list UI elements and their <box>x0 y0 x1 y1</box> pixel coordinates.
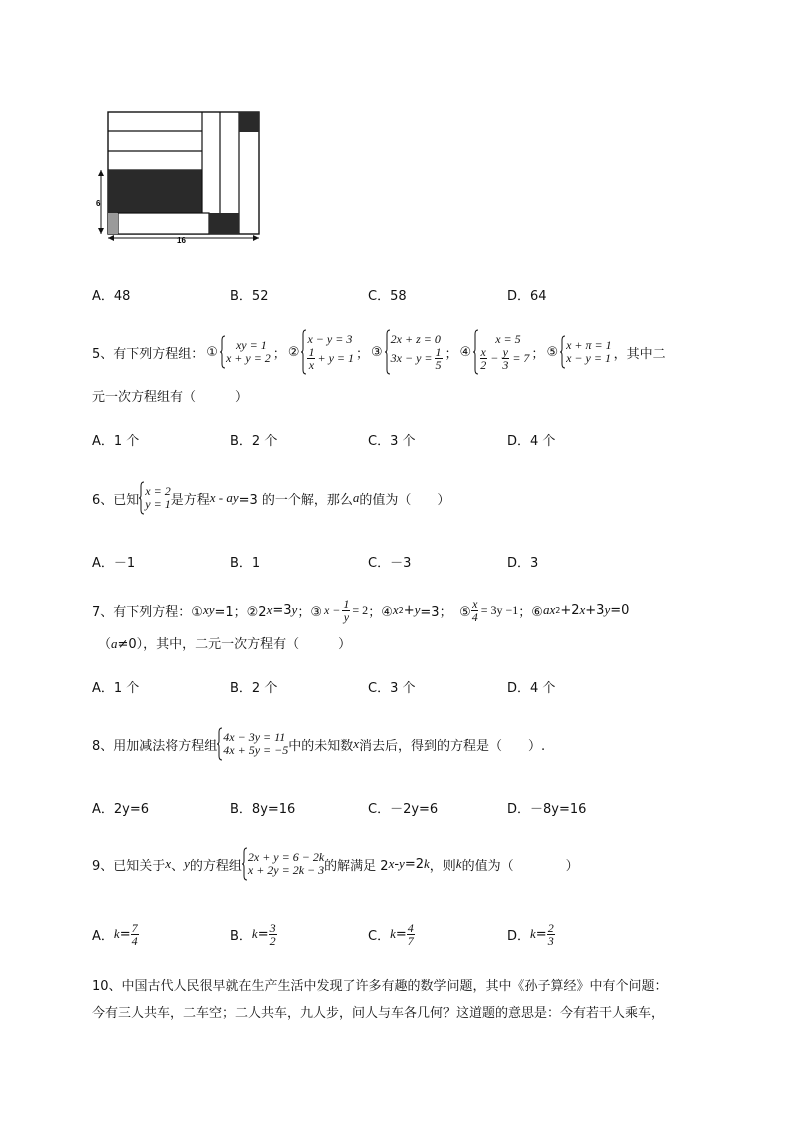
q8-eq1: 4x − 3y = 11 <box>223 729 286 744</box>
q6-prefix: 6、已知 <box>92 492 140 508</box>
q9c-k: k <box>390 926 396 941</box>
q7-e2-rest: ；③ <box>297 604 322 620</box>
q9c-eq: = <box>395 926 407 942</box>
q8-tail: 消去后，得到的方程是（ ）. <box>359 738 546 754</box>
q5-s4-fraction-1 <box>479 346 487 371</box>
q6-mid: 是方程 <box>170 492 210 508</box>
q7-e4-tail: =3； ⑤ <box>420 604 471 620</box>
q7-e4: x <box>392 602 399 617</box>
q5-s2-eq2-rest: + y = 1 <box>317 351 354 365</box>
q9a-eq: = <box>119 926 131 942</box>
q9c-num: 4 <box>407 920 414 935</box>
q5-system-1 <box>220 335 271 369</box>
q5-s1-eq2: x + y = 2 <box>225 351 271 365</box>
question-5-stem <box>92 322 666 382</box>
q5-sep-1: ； <box>272 346 286 362</box>
q5-s5-eq1: x + π = 1 <box>566 337 612 352</box>
q5-option-d: D．4 个 <box>507 434 556 449</box>
q7-line-2 <box>98 633 351 652</box>
q8-option-b: B．8y=16 <box>230 802 296 817</box>
q8-prefix: 8、用加减法将方程组 <box>92 738 218 754</box>
q5-line-2: 元一次方程组有（ ） <box>92 390 249 405</box>
q9b-fraction <box>269 922 277 947</box>
q7-e5-num: x <box>472 596 478 611</box>
q9-comma: 、 <box>171 858 185 874</box>
dim-label-width: 16 <box>177 236 186 245</box>
q5-s4-eq2-rest: = 7 <box>512 351 530 365</box>
q6-eq-rest: =3 的一个解，那么 <box>238 492 353 508</box>
q8-mid: 中的未知数 <box>288 738 354 754</box>
q5-marker-1: ① <box>206 344 218 360</box>
q7-e2: x <box>266 602 273 617</box>
q5-s4-f1-num: x <box>480 345 486 360</box>
q10-line-2: 今有三人共车，二车空；二人共车，九人步，问人与车各几何？这道题的意思是：今有若干人乘车， <box>92 1006 665 1021</box>
q8-option-a: A．2y=6 <box>92 802 150 817</box>
q5-system-4 <box>473 329 529 375</box>
q9a-num: 7 <box>131 920 138 935</box>
q7-e6-rest: +2 <box>560 602 580 618</box>
q5-sep-3: ； <box>444 346 458 362</box>
q5-s4-fraction-2 <box>501 346 509 371</box>
q9d-label: D． <box>507 928 531 944</box>
q9b-eq: = <box>257 926 269 942</box>
q9a-label: A． <box>92 928 114 944</box>
q8-option-d: D．－8y=16 <box>507 802 587 817</box>
q5-sep-4: ； <box>531 346 545 362</box>
q9-k2: k <box>455 856 462 871</box>
q6-eq1: x = 2 <box>145 483 171 498</box>
q9a-k: k <box>113 926 120 941</box>
q4-option-d: D．64 <box>507 289 547 304</box>
q5-s4-eq1: x = 5 <box>495 331 521 346</box>
q7-option-d: D．4 个 <box>507 681 556 696</box>
q9b-k: k <box>251 926 258 941</box>
q6-system <box>139 481 170 515</box>
q7-e1: xy <box>202 602 215 617</box>
q7-e5-fraction <box>471 598 479 623</box>
q5-s2-frac-den: x <box>308 358 315 373</box>
q5-sep-2: ； <box>356 346 370 362</box>
rectangle-puzzle-figure <box>92 106 264 246</box>
q9a-den: 4 <box>131 933 138 948</box>
q9-ay: y <box>399 856 405 871</box>
q4-option-a: A．48 <box>92 289 131 304</box>
q5-marker-4: ④ <box>459 344 472 360</box>
q9d-eq: = <box>535 926 547 942</box>
q9d-den: 3 <box>547 933 554 948</box>
q5-suffix: ，其中二 <box>613 346 666 362</box>
q9-ak: k <box>424 856 430 871</box>
q5-s2-fraction <box>307 346 315 371</box>
q6-var-a: a <box>352 490 360 505</box>
q5-option-b: B．2 个 <box>230 434 278 449</box>
question-6-stem <box>92 478 450 518</box>
q5-option-c: C．3 个 <box>368 434 416 449</box>
q9-system <box>242 847 324 881</box>
q9-eq2-const: =2 <box>404 856 424 872</box>
q7-e6-y: y <box>604 602 611 617</box>
q7-e5-den: 4 <box>471 609 478 624</box>
q9-option-b <box>230 914 277 954</box>
q5-s2-eq1: x − y = 3 <box>307 331 353 346</box>
q7-e4-y: y <box>414 602 421 617</box>
dim-label-height: 6 <box>96 199 101 208</box>
q7-e6-plus: +3 <box>585 602 605 618</box>
q5-s4-f1-den: 2 <box>480 358 487 373</box>
q5-marker-3: ③ <box>371 344 383 360</box>
q8-var-x: x <box>353 736 360 751</box>
question-7-stem <box>92 590 629 630</box>
q9-option-c <box>368 914 415 954</box>
q7-e4-rest: + <box>403 602 415 618</box>
q9d-num: 2 <box>547 920 554 935</box>
q9d-k: k <box>530 926 536 941</box>
q7-e3-rest: = 2 <box>352 602 369 617</box>
q7-line2-pre: （ <box>98 637 112 652</box>
q7-prefix: 7、有下列方程：① <box>92 604 203 620</box>
q7-e6-tail: =0 <box>610 602 630 618</box>
q5-s3-fraction <box>435 346 443 371</box>
q5-s1-eq1: xy = 1 <box>235 337 267 352</box>
q8-system <box>217 727 288 761</box>
q7-e5-rest: = 3y −1 <box>480 602 519 617</box>
q6-equation: x - ay <box>209 490 239 505</box>
q8-option-c: C．－2y=6 <box>368 802 439 817</box>
q5-system-2 <box>301 329 354 375</box>
q9b-num: 3 <box>269 920 276 935</box>
q4-option-b: B．52 <box>230 289 269 304</box>
q6-option-a: A．－1 <box>92 556 136 571</box>
q6-option-c: C．－3 <box>368 556 412 571</box>
q9b-label: B． <box>230 928 252 944</box>
q5-s2-frac-num: 1 <box>308 345 315 360</box>
q5-s3-eq1: 2x + z = 0 <box>390 331 441 346</box>
q9-x: x <box>165 856 172 871</box>
q5-s3-eq2-pre: 3x − y = <box>390 351 433 365</box>
q7-e4-pre: ；④ <box>368 604 393 620</box>
q7-line2-a: a <box>111 636 118 651</box>
q5-s4-minus: − <box>490 351 499 365</box>
q5-option-a: A．1 个 <box>92 434 140 449</box>
q7-line2-rest: ≠0），其中，二元一次方程有（ ） <box>117 637 352 652</box>
q7-option-b: B．2 个 <box>230 681 278 696</box>
q9-eq1: 2x + y = 6 − 2k <box>247 849 325 864</box>
q9-ax: x <box>388 856 395 871</box>
q9-y: y <box>184 856 190 871</box>
question-8-stem <box>92 724 545 764</box>
q9-eq2: x + 2y = 2k − 3 <box>247 863 325 877</box>
q9-minus: - <box>394 856 400 872</box>
q9-option-a <box>92 914 139 954</box>
q9-option-d <box>507 914 555 954</box>
question-9-stem <box>92 844 579 884</box>
q5-s3-frac-den: 5 <box>435 358 442 373</box>
q5-marker-2: ② <box>287 344 300 360</box>
q9-mid: 的方程组 <box>189 858 242 874</box>
q7-e3-fraction <box>342 598 350 623</box>
q5-s3-frac-num: 1 <box>435 345 442 360</box>
q7-e2-y: y <box>291 602 298 617</box>
q7-e3-pre: x − <box>323 602 341 617</box>
q4-option-c: C．58 <box>368 289 407 304</box>
q9c-label: C． <box>368 928 391 944</box>
q5-s4-f2-den: 3 <box>502 358 509 373</box>
q9c-fraction <box>407 922 415 947</box>
q7-e6-sup: 2 <box>555 605 561 615</box>
q5-system-5 <box>560 335 612 369</box>
q7-e4-sup: 2 <box>398 605 404 615</box>
q9d-fraction <box>547 922 555 947</box>
q9-then: ，则 <box>429 858 456 874</box>
q9b-den: 2 <box>269 933 276 948</box>
q5-system-3 <box>385 329 443 375</box>
q7-e6-x: x <box>579 602 586 617</box>
q5-marker-5: ⑤ <box>546 344 559 360</box>
q9-after: 的解满足 2 <box>324 858 389 874</box>
q6-option-d: D．3 <box>507 556 539 571</box>
q9a-fraction <box>131 922 139 947</box>
q6-tail: 的值为（ ） <box>359 492 451 508</box>
q7-e3-num: 1 <box>343 596 350 611</box>
q9c-den: 7 <box>407 933 414 948</box>
q9-tail: 的值为（ ） <box>461 858 579 874</box>
q7-option-c: C．3 个 <box>368 681 416 696</box>
q6-option-b: B．1 <box>230 556 261 571</box>
q7-option-a: A．1 个 <box>92 681 140 696</box>
q8-eq2: 4x + 5y = −5 <box>223 743 289 757</box>
q9-prefix: 9、已知关于 <box>92 858 166 874</box>
q7-e2-mid: =3 <box>272 602 292 618</box>
q7-e6: ax <box>542 602 556 617</box>
q7-e3-den: y <box>343 609 350 624</box>
q6-eq2: y = 1 <box>145 497 171 511</box>
q5-prefix: 5、有下列方程组： <box>92 346 205 362</box>
q5-s4-f2-num: y <box>502 345 508 360</box>
q7-e1-rest: =1；②2 <box>214 604 267 620</box>
q10-line-1: 10、中国古代人民很早就在生产生活中发现了许多有趣的数学问题，其中《孙子算经》中有个问题： <box>92 979 668 994</box>
q5-s5-eq2: x − y = 1 <box>566 351 611 365</box>
q7-e6-pre: ；⑥ <box>518 604 543 620</box>
